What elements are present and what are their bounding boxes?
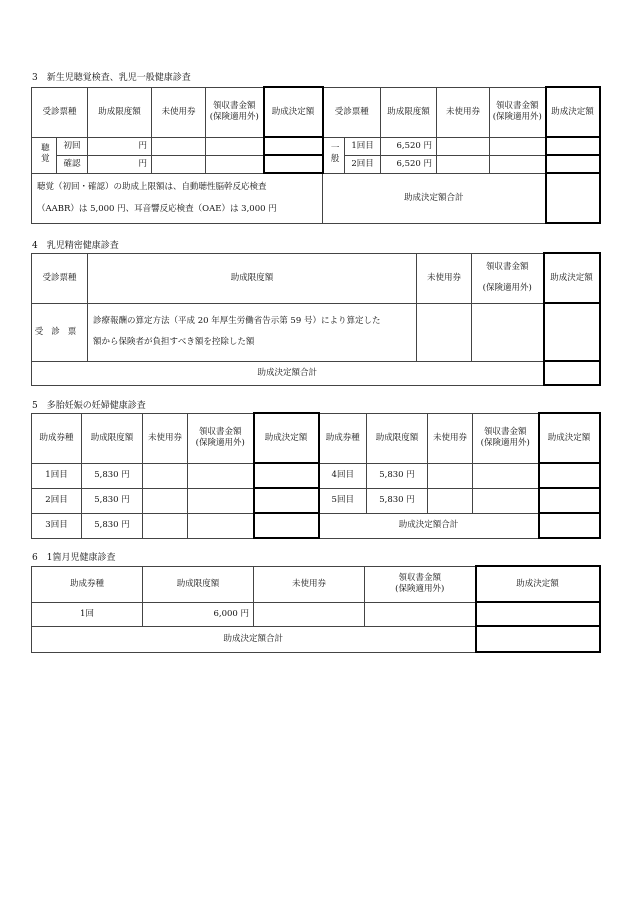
s4-row-label: 受診票	[32, 303, 88, 361]
s5-unused-cell[interactable]	[428, 488, 473, 513]
s3-hearing-row-label: 初回	[57, 137, 88, 155]
s5-row-limit: 5,830 円	[367, 463, 428, 488]
s5-decision-cell[interactable]	[254, 513, 319, 538]
s3-general-unused-cell[interactable]	[437, 137, 490, 155]
s5-header-receipt-left: 領収書金額 (保険適用外)	[188, 413, 254, 463]
s3-header-limit-left: 助成限度額	[88, 87, 152, 137]
s6-row-label: 1回	[32, 602, 143, 626]
s5-receipt-cell[interactable]	[188, 463, 254, 488]
s3-general-decision-cell[interactable]	[546, 155, 600, 173]
s5-receipt-cell[interactable]	[188, 488, 254, 513]
s6-unused-cell[interactable]	[254, 602, 365, 626]
s5-row-limit: 5,830 円	[367, 488, 428, 513]
s3-header-unused-right: 未使用券	[437, 87, 490, 137]
s4-header-decision: 助成決定額	[544, 253, 600, 303]
s3-general-label: 一般	[323, 137, 345, 173]
s3-hearing-unused-cell[interactable]	[152, 155, 206, 173]
s5-unused-cell[interactable]	[428, 463, 473, 488]
s4-header-type: 受診票種	[32, 253, 88, 303]
s5-decision-cell[interactable]	[539, 463, 600, 488]
s3-header-type-left: 受診票種	[32, 87, 88, 137]
s6-header-unused: 未使用券	[254, 566, 365, 602]
s4-decision-cell[interactable]	[544, 303, 600, 361]
s5-total-cell[interactable]	[539, 513, 600, 538]
s4-row-limit-text: 診療報酬の算定方法（平成 20 年厚生労働省告示第 59 号）により算定した 額から保険者が負担すべき額を控除した額	[88, 303, 417, 361]
s3-general-row-label: 2回目	[345, 155, 381, 173]
s3-header-unused-left: 未使用券	[152, 87, 206, 137]
s5-header-limit-right: 助成限度額	[367, 413, 428, 463]
s3-total-cell[interactable]	[546, 173, 600, 223]
s3-general-receipt-cell[interactable]	[490, 137, 546, 155]
s4-header-receipt: 領収書金額 (保険適用外)	[472, 253, 544, 303]
s4-total-label: 助成決定額合計	[32, 361, 544, 385]
s3-header-receipt-right: 領収書金額 (保険適用外)	[490, 87, 546, 137]
section-5-table	[31, 412, 601, 539]
s5-receipt-cell[interactable]	[188, 513, 254, 538]
s3-header-decision-right: 助成決定額	[546, 87, 600, 137]
s3-header-limit-right: 助成限度額	[381, 87, 437, 137]
s5-receipt-cell[interactable]	[473, 488, 539, 513]
section-6-title: 6 1箇月児健康診査	[32, 553, 116, 563]
s6-total-label: 助成決定額合計	[32, 626, 476, 652]
s3-header-receipt-left: 領収書金額 (保険適用外)	[206, 87, 264, 137]
s6-receipt-cell[interactable]	[365, 602, 476, 626]
s5-total-label: 助成決定額合計	[319, 513, 539, 538]
section-4-title: 4 乳児精密健康診査	[32, 241, 119, 251]
s3-general-row-limit: 6,520 円	[381, 155, 437, 173]
s3-hearing-unused-cell[interactable]	[152, 137, 206, 155]
s5-unused-cell[interactable]	[143, 488, 188, 513]
s5-header-unused-left: 未使用券	[143, 413, 188, 463]
section-3-table	[31, 86, 601, 224]
s5-row-limit: 5,830 円	[82, 513, 143, 538]
s6-header-type: 助成券種	[32, 566, 143, 602]
s3-hearing-receipt-cell[interactable]	[206, 155, 264, 173]
section-4-table	[31, 252, 601, 386]
s6-header-limit: 助成限度額	[143, 566, 254, 602]
s6-decision-cell[interactable]	[476, 602, 600, 626]
s6-header-decision: 助成決定額	[476, 566, 600, 602]
section-3-title: 3 新生児聴覚検査、乳児一般健康診査	[32, 73, 191, 83]
s3-note: 聴覚（初回・確認）の助成上限額は、自動聴性脳幹反応検査 （AABR）は 5,000 円、耳音響反応検査（OAE）は 3,000 円	[32, 173, 323, 223]
section-6-table	[31, 565, 601, 653]
s6-total-cell[interactable]	[476, 626, 600, 652]
s5-header-type-right: 助成券種	[319, 413, 367, 463]
s4-receipt-cell[interactable]	[472, 303, 544, 361]
s3-total-label: 助成決定額合計	[323, 173, 546, 223]
s5-row-label: 2回目	[32, 488, 82, 513]
s3-hearing-label: 聴覚	[32, 137, 57, 173]
s3-hearing-receipt-cell[interactable]	[206, 137, 264, 155]
s5-row-label: 5回目	[319, 488, 367, 513]
s3-general-receipt-cell[interactable]	[490, 155, 546, 173]
section-5-title: 5 多胎妊娠の妊婦健康診査	[32, 401, 146, 411]
s3-general-row-limit: 6,520 円	[381, 137, 437, 155]
s5-row-limit: 5,830 円	[82, 463, 143, 488]
s5-receipt-cell[interactable]	[473, 463, 539, 488]
s4-header-unused: 未使用券	[417, 253, 472, 303]
s5-header-decision-left: 助成決定額	[254, 413, 319, 463]
s5-decision-cell[interactable]	[539, 488, 600, 513]
s5-decision-cell[interactable]	[254, 463, 319, 488]
s4-total-cell[interactable]	[544, 361, 600, 385]
s6-header-receipt: 領収書金額 (保険適用外)	[365, 566, 476, 602]
s5-row-label: 3回目	[32, 513, 82, 538]
s3-general-row-label: 1回目	[345, 137, 381, 155]
s5-header-unused-right: 未使用券	[428, 413, 473, 463]
s5-row-label: 4回目	[319, 463, 367, 488]
s5-header-type-left: 助成券種	[32, 413, 82, 463]
s5-row-label: 1回目	[32, 463, 82, 488]
s5-header-limit-left: 助成限度額	[82, 413, 143, 463]
s5-row-limit: 5,830 円	[82, 488, 143, 513]
s3-hearing-decision-cell[interactable]	[264, 137, 323, 155]
s3-hearing-row-label: 確認	[57, 155, 88, 173]
s4-header-limit: 助成限度額	[88, 253, 417, 303]
s3-header-decision-left: 助成決定額	[264, 87, 323, 137]
s6-row-limit: 6,000 円	[143, 602, 254, 626]
s3-hearing-row-limit: 円	[88, 155, 152, 173]
s3-general-unused-cell[interactable]	[437, 155, 490, 173]
s4-unused-cell[interactable]	[417, 303, 472, 361]
s3-header-type-right: 受診票種	[323, 87, 381, 137]
s3-hearing-row-limit: 円	[88, 137, 152, 155]
s5-header-receipt-right: 領収書金額 (保険適用外)	[473, 413, 539, 463]
s5-unused-cell[interactable]	[143, 513, 188, 538]
s5-decision-cell[interactable]	[254, 488, 319, 513]
s5-header-decision-right: 助成決定額	[539, 413, 600, 463]
s5-unused-cell[interactable]	[143, 463, 188, 488]
s3-general-decision-cell[interactable]	[546, 137, 600, 155]
s3-hearing-decision-cell[interactable]	[264, 155, 323, 173]
